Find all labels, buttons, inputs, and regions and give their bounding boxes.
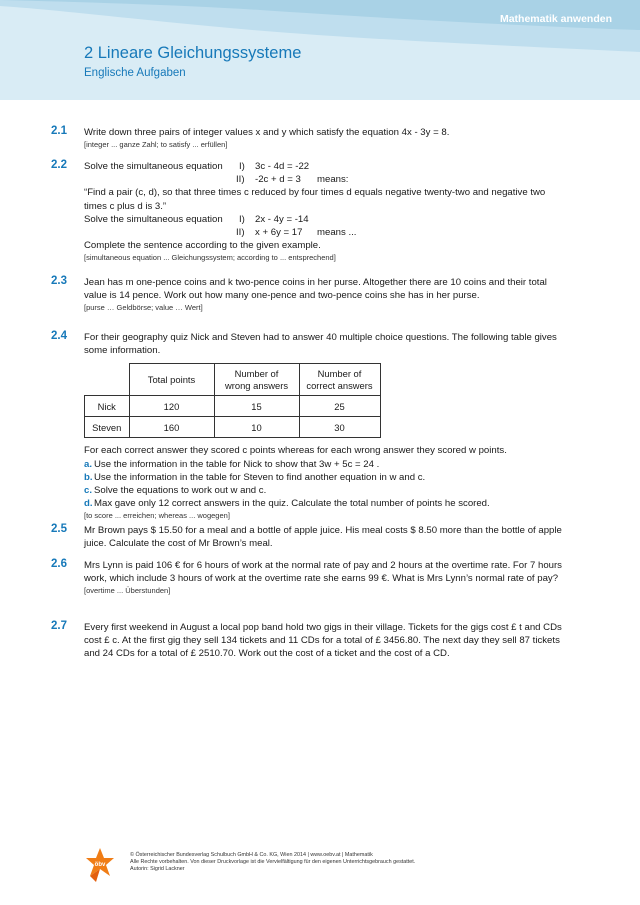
cell-correct: 25	[299, 396, 380, 417]
exercise-number: 2.6	[51, 558, 67, 570]
table-header-row	[85, 364, 381, 396]
footer-copyright: © Österreichischer Bundesverlag Schulbuch GmbH & Co. KG, Wien 2014 | www.oebv.at | Mathematik	[130, 852, 373, 858]
row-name: Nick	[85, 396, 130, 417]
exercise-number: 2.4	[51, 330, 67, 342]
exercise-number: 2.7	[51, 620, 67, 632]
exercise-2-2	[51, 159, 569, 264]
exercise-gloss: [to score ... erreichen; whereas ... wogegen]	[84, 511, 230, 521]
list-item: b. Use the information in the table for Steven to find another equation in w and c.	[84, 471, 426, 483]
page-subtitle: Englische Aufgaben	[84, 67, 186, 79]
list-item: c. Solve the equations to work out w and c.	[84, 485, 267, 497]
exercise-2-1	[51, 125, 569, 151]
publisher-logo-icon	[84, 846, 116, 884]
page-title: 2 Lineare Gleichungssysteme	[84, 44, 302, 62]
exercise-text: Every first weekend in August a local pop band hold two gigs in their village. Tickets for the gigs cost £ t and CDs cost £ c. At the first gig they sell 134 tickets and 11 CDs for a total of £ 3456.80. The next day they sell 87 tickets and 24 CDs for a total of £ 2510.70. Work out the cost of a ticket and the cost of a CD.	[84, 622, 562, 660]
exercise-2-4	[51, 330, 569, 522]
exercise-text: Write down three pairs of integer values x and y which satisfy the equation 4x - 3y = 8.	[84, 127, 450, 138]
exercise-number: 2.1	[51, 125, 67, 137]
quiz-table	[84, 363, 381, 438]
exercise-number: 2.5	[51, 523, 67, 535]
footer-author: Autorin: Sigrid Lackner	[130, 866, 185, 873]
header-total-points: Total points	[129, 364, 214, 396]
exercise-2-7	[51, 620, 569, 661]
exercise-text: For each correct answer they scored c points whereas for each wrong answer they scored w points.	[84, 445, 507, 457]
exercise-2-5	[51, 523, 569, 550]
cell-correct: 30	[299, 417, 380, 438]
quote-text: “Find a pair (c, d), so that three times c reduced by four times d equals negative twenty-two and negative two times c plus d is 3.”	[84, 187, 546, 212]
equation-line: II) -2c + d = 3 means:	[236, 174, 349, 186]
exercise-intro: For their geography quiz Nick and Steven had to answer 40 multiple choice questions. The following table gives some information.	[84, 332, 557, 357]
exercise-2-3	[51, 275, 569, 314]
row-name: Steven	[85, 417, 130, 438]
header-wrong-answers: Number of wrong answers	[214, 364, 299, 396]
equation-line: Solve the simultaneous equation I) 3c - 4d = -22	[84, 161, 310, 172]
cell-total: 120	[129, 396, 214, 417]
equation-line: II) x + 6y = 17 means ...	[236, 227, 357, 239]
exercise-gloss: [simultaneous equation ... Gleichungssystem; according to ... entsprechend]	[84, 253, 336, 263]
list-item: d. Max gave only 12 correct answers in the quiz. Calculate the total number of points he scored.	[84, 498, 490, 510]
exercise-text: Mrs Lynn is paid 106 € for 6 hours of work at the normal rate of pay and 2 hours at the overtime rate. For 7 hours work, which include 3 hours of work at the overtime rate she earns 99 €. What is Mrs Lynn’s normal rate of pay?	[84, 560, 562, 585]
exercise-2-6	[51, 558, 569, 597]
header-tag: Mathematik anwenden	[499, 13, 612, 25]
exercise-text: Jean has m one-pence coins and k two-pence coins in her purse. Altogether there are 10 coins and their total value is 14 pence. Work out how many one-pence and two-pence coins she has in her purse.	[84, 277, 547, 302]
cell-wrong: 10	[214, 417, 299, 438]
cell-total: 160	[129, 417, 214, 438]
exercise-text: Mr Brown pays $ 15.50 for a meal and a bottle of apple juice. His meal costs $ 8.50 more than the bottle of apple juice. Calculate the cost of Mr Brown’s meal.	[84, 525, 562, 550]
instruction-text: Complete the sentence according to the given example.	[84, 240, 321, 252]
table-row	[85, 417, 381, 438]
exercise-number: 2.2	[51, 159, 67, 171]
equation-line: Solve the simultaneous equation I) 2x - 4y = -14	[84, 213, 309, 225]
exercise-gloss: [overtime ... Überstunden]	[84, 586, 171, 596]
exercise-number: 2.3	[51, 275, 67, 287]
logo-text: öbv	[94, 862, 106, 868]
footer	[130, 852, 415, 874]
cell-wrong: 15	[214, 396, 299, 417]
exercise-gloss: [purse … Geldbörse; value … Wert]	[84, 303, 203, 313]
list-item: a. Use the information in the table for Nick to show that 3w + 5c = 24 .	[84, 458, 380, 470]
table-row	[85, 396, 381, 417]
header-correct-answers: Number of correct answers	[299, 364, 380, 396]
exercise-gloss: [integer ... ganze Zahl; to satisfy ... erfüllen]	[84, 140, 228, 150]
footer-rights: Alle Rechte vorbehalten. Von dieser Druckvorlage ist die Vervielfältigung für den eigenen Unterrichtsgebrauch gestattet.	[130, 859, 416, 866]
